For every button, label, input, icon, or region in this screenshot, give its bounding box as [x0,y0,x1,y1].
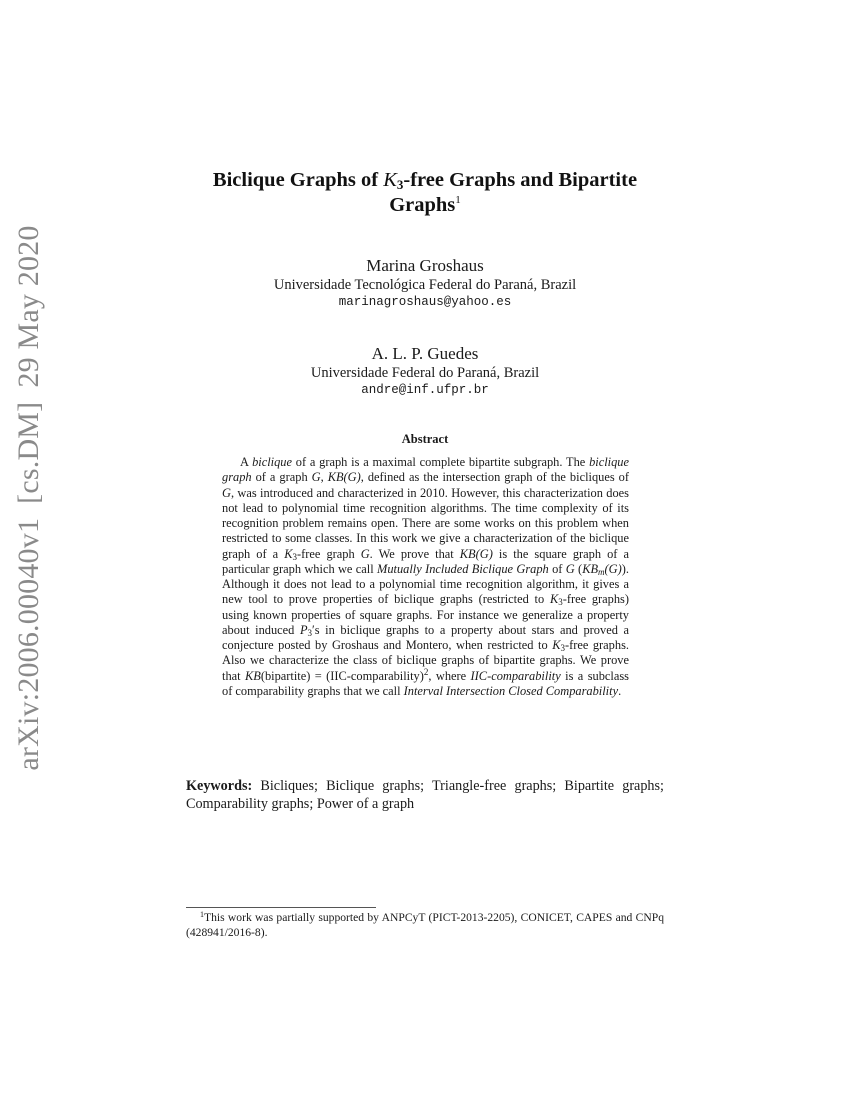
author-block-2 [186,343,664,399]
author-email[interactable]: andre@inf.ufpr.br [361,383,489,397]
arxiv-date: 29 May 2020 [12,225,45,388]
abstract-heading: Abstract [401,432,449,446]
math-K: K [383,169,397,191]
keywords [186,777,664,813]
keywords-text: Bicliques; Biclique graphs; Triangle-free graphs; Bipartite graphs; Comparability graphs; Power of a graph [186,778,664,812]
arxiv-stamp [12,225,46,770]
arxiv-identifier: arXiv:2006.00040v1 [12,517,45,771]
author-name: A. L. P. Guedes [371,344,479,363]
keywords-label: Keywords: [186,778,253,794]
footnote-text: This work was partially supported by ANPCyT (PICT-2013-2205), CONICET, CAPES and CNPq (428941/2016-8). [186,911,664,939]
footnote [186,910,664,940]
author-affiliation: Universidade Federal do Paraná, Brazil [310,365,540,381]
footnote-divider [186,907,376,908]
footnote-mark: 1 [200,910,204,919]
paper-title: Biclique Graphs of $K_3$-free Graphs and Bipartite Graphs$^1$ [212,169,638,216]
arxiv-category: [cs.DM] [12,401,45,504]
author-name: Marina Groshaus [366,256,484,275]
author-affiliation: Universidade Tecnológica Federal do Paraná, Brazil [273,277,577,293]
title-footnote-mark: 1 [455,194,461,206]
author-email[interactable]: marinagroshaus@yahoo.es [338,295,512,309]
author-block-1 [186,255,664,311]
abstract-body: A biclique of a graph is a maximal complete bipartite subgraph. The biclique graph of a graph G, KB(G), defined as the intersection graph of the bicliques of G, was introduced and characterized in 2010. However, this characterization does not lead to polynomial time recognition algorithms. The time complexity of its recognition problem remains open. There are some works on this problem when restricted to some classes. In this work we give a characterization of the biclique graph of a $K_3$-free graph G. We prove that KB(G) is the square graph of a particular graph which we call Mutually Included Biclique Graph of G $(KB_m(G))$. Although it does not lead to a polynomial time recognition algorithm, it gives a new tool to prove properties of biclique graphs (restricted to $K_3$-free graphs) using known properties of square graphs. For instance we generalize a property about induced $P_3's$ in biclique graphs to a property about stars and proved a conjecture posted by Groshaus and Montero, when restricted to $K_3$-free graphs. Also we characterize the class of biclique graphs of bipartite graphs. We prove that KB(bipartite) = (IIC-comparability)$^2$, where IIC-comparability is a subclass of comparability graphs that we call Interval Intersection Closed Comparability. [222,455,629,698]
